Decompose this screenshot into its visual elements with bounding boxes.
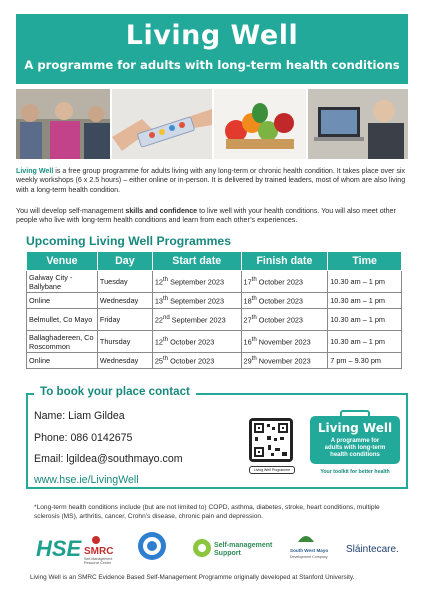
start-date-cell: 12th October 2023: [152, 331, 241, 353]
start-date-cell: 12th September 2023: [152, 271, 241, 293]
south-west-mayo-logo: [290, 536, 328, 559]
booking-title: To book your place contact: [34, 385, 196, 398]
logo-title: Living Well: [317, 421, 393, 435]
venue-cell: Galway City - Ballybane: [27, 271, 98, 293]
finish-date-cell: 29th November 2023: [241, 353, 328, 369]
venue-cell: Belmullet, Co Mayo: [27, 309, 98, 331]
intro-text-a: You will develop self-management: [16, 207, 126, 215]
finish-date-cell: 16th November 2023: [241, 331, 328, 353]
svg-text:Self-Management: Self-Management: [84, 557, 113, 561]
schedule-table: [26, 251, 402, 369]
finish-date-cell: 27th October 2023: [241, 309, 328, 331]
header-venue: Venue: [27, 252, 98, 271]
venue-cell: Online: [27, 293, 98, 309]
header-banner: [16, 14, 408, 84]
header-time: Time: [328, 252, 402, 271]
intro-paragraph-1: [16, 167, 412, 195]
time-cell: 7 pm – 9.30 pm: [328, 353, 402, 369]
svg-text:Development Company: Development Company: [290, 555, 328, 559]
logo-line2: adults with long-term: [324, 445, 386, 451]
start-date-cell: 22nd September 2023: [152, 309, 241, 331]
finish-date-cell: 18th October 2023: [241, 293, 328, 309]
svg-text:SMRC: SMRC: [84, 546, 114, 557]
svg-text:South West Mayo: South West Mayo: [290, 548, 329, 553]
svg-text:HSE: HSE: [36, 536, 82, 561]
time-cell: 10.30 am – 1 pm: [328, 271, 402, 293]
page-title: Living Well: [125, 20, 299, 51]
time-cell: 10.30 am – 1 pm: [328, 309, 402, 331]
day-cell: Tuesday: [97, 271, 152, 293]
table-row: [27, 309, 402, 331]
hse-logo: [36, 536, 83, 561]
table-row: [27, 271, 402, 293]
logo-line3: health conditions: [330, 452, 380, 458]
venue-cell: Online: [27, 353, 98, 369]
self-management-support-logo: [193, 539, 273, 557]
day-cell: Thursday: [97, 331, 152, 353]
intro-paragraph-2: [16, 207, 412, 226]
table-header-row: [27, 252, 402, 271]
logo-tagline: Your toolkit for better health: [320, 469, 390, 475]
contact-name: Name: Liam Gildea: [34, 410, 125, 422]
finish-date-cell: 17th October 2023: [241, 271, 328, 293]
footer-note: Living Well is an SMRC Evidence Based Self-Management Programme originally developed at Stanford University.: [30, 574, 355, 581]
header-day: Day: [97, 252, 152, 271]
svg-text:Self-management: Self-management: [214, 542, 273, 549]
svg-text:Resource Center: Resource Center: [84, 561, 112, 565]
schedule-title: Upcoming Living Well Programmes: [26, 234, 231, 248]
health-service-emblem: [138, 532, 166, 560]
day-cell: Wednesday: [97, 293, 152, 309]
living-well-logo: [307, 410, 403, 476]
photo-healthy-food: [214, 89, 306, 159]
time-cell: 10.30 am – 1 pm: [328, 331, 402, 353]
table-row: [27, 353, 402, 369]
qr-label: Living Well Programme: [249, 466, 295, 474]
start-date-cell: 13th September 2023: [152, 293, 241, 309]
logo-line1: A programme for: [330, 438, 380, 444]
day-cell: Wednesday: [97, 353, 152, 369]
time-cell: 10.30 am – 1 pm: [328, 293, 402, 309]
page-subtitle: A programme for adults with long-term health conditions: [24, 58, 400, 72]
contact-email[interactable]: Email: lgildea@southmayo.com: [34, 453, 183, 465]
table-row: [27, 331, 402, 353]
intro-highlight: skills and confidence: [125, 207, 198, 215]
partner-logos: [30, 528, 404, 566]
svg-text:Sláintecare.: Sláintecare.: [346, 544, 399, 555]
website-link[interactable]: www.hse.ie/LivingWell: [34, 474, 139, 486]
intro-programme-name: Living Well: [16, 167, 54, 175]
intro-text-b: to live well with your health conditions. You will also meet other people who live with long-term health conditions and learn from each other’s experiences.: [16, 207, 396, 225]
start-date-cell: 25th October 2023: [152, 353, 241, 369]
photo-pill-organiser: [112, 89, 212, 159]
venue-cell: Ballaghadereen, Co Roscommon: [27, 331, 98, 353]
photo-online-session: [308, 89, 408, 159]
header-start-date: Start date: [152, 252, 241, 271]
svg-text:Support: Support: [214, 550, 241, 557]
slaintecare-logo: [346, 544, 399, 555]
header-finish-date: Finish date: [241, 252, 328, 271]
day-cell: Friday: [97, 309, 152, 331]
conditions-footnote: *Long-term health conditions include (but are not limited to) COPD, asthma, diabetes, stroke, heart conditions, multiple sclerosis (MS), arthritis, cancer, Crohn’s disease, chronic pain and depression.: [34, 504, 380, 520]
photo-group-session: [16, 89, 110, 159]
table-row: [27, 293, 402, 309]
qr-code[interactable]: [249, 418, 293, 462]
intro-description: is a free group programme for adults living with any long-term or chronic health condition. It takes place over six weekly workshops (6 x 2.5 hours) – either online or in-person. It is delivered by trained leaders, most of whom are also living with a long-term health condition.: [16, 167, 406, 194]
smrc-logo: [84, 536, 113, 565]
contact-phone: Phone: 086 0142675: [34, 432, 133, 444]
